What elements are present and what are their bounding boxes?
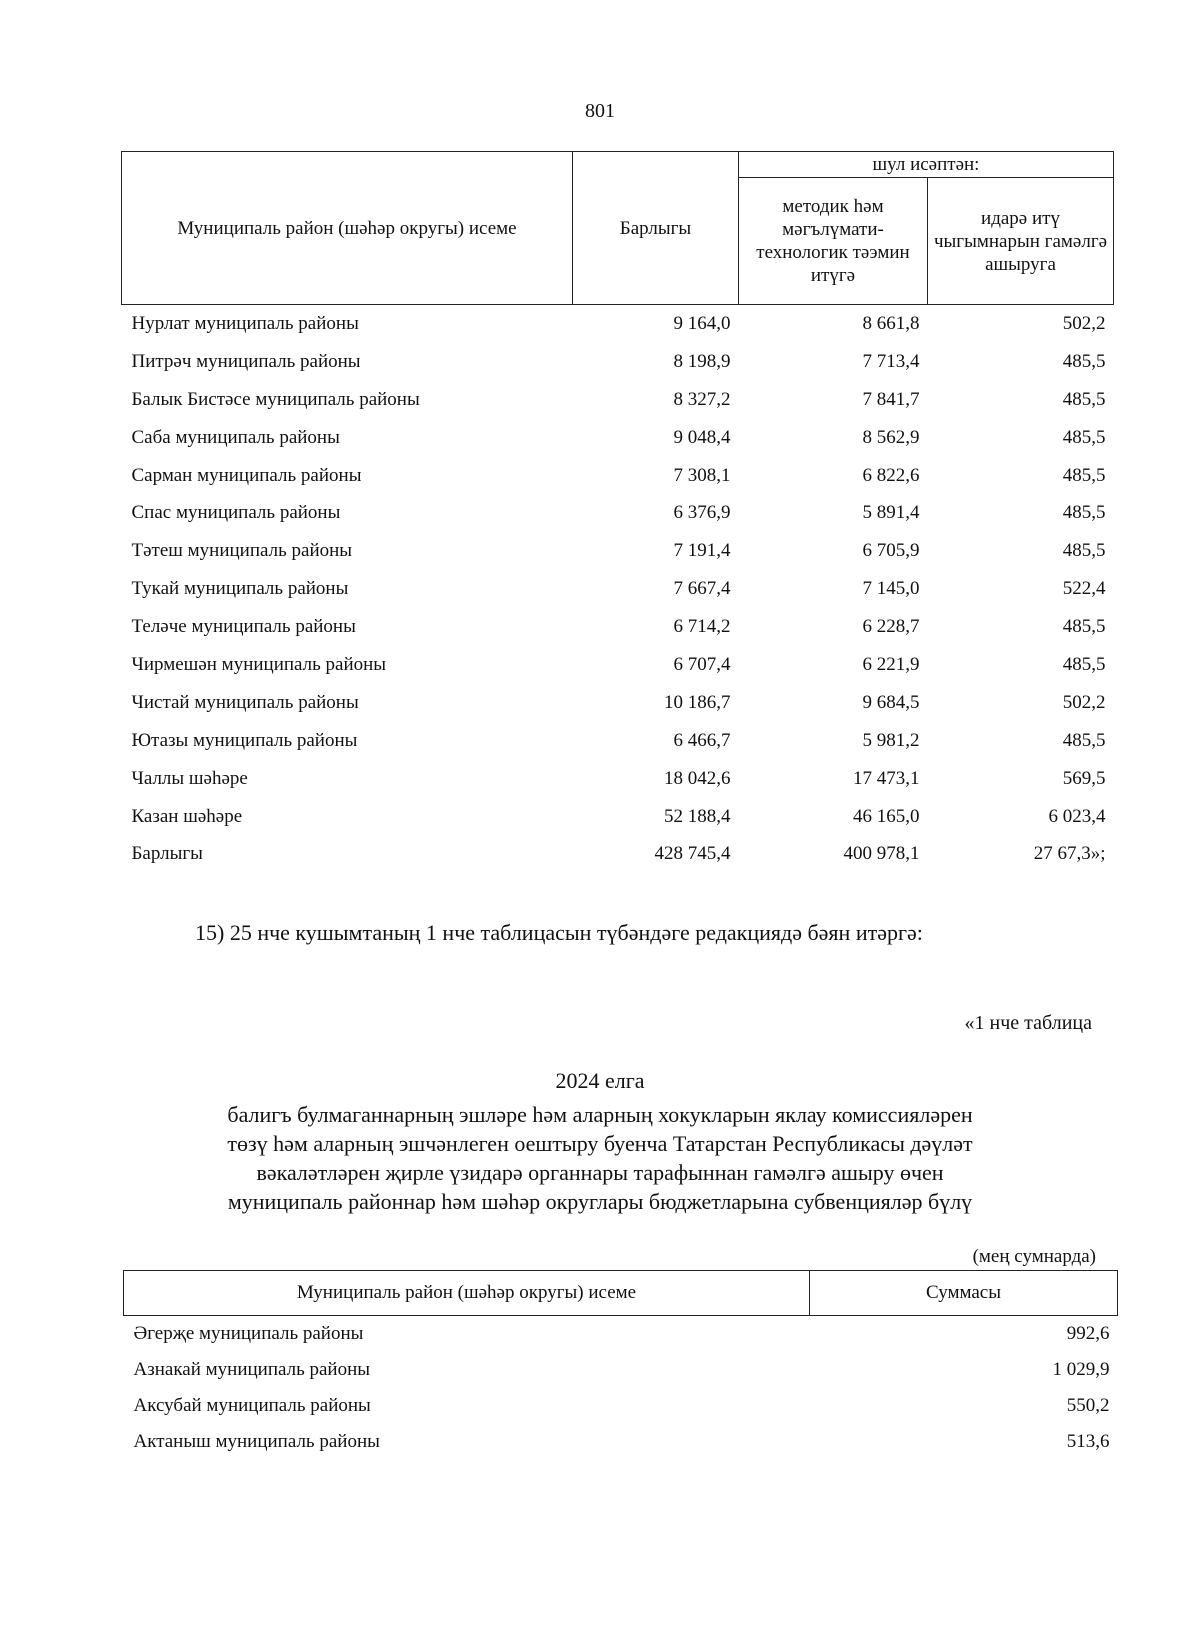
row-method: 6 705,9: [862, 540, 920, 562]
row-amount: 513,6: [1066, 1431, 1110, 1452]
row-amount: 550,2: [1066, 1395, 1110, 1416]
row-name: Саба муниципаль районы: [131, 426, 340, 448]
units-label: (мең сумнарда): [972, 1246, 1096, 1267]
row-admin: 522,4: [1062, 578, 1106, 600]
header-method: методик һәм мәгълүмати-технологик тәэмин итүгә: [739, 178, 928, 305]
title-line: төзү һәм аларның эшчәнлеген оештыру буенча Татарстан Республикасы дәүләт: [227, 1131, 973, 1156]
row-admin: 27 67,3»;: [1033, 843, 1106, 865]
row-admin: 485,5: [1062, 388, 1106, 410]
row-name: Актаныш муниципаль районы: [133, 1431, 380, 1452]
title-line: балигъ булмаганнарның эшләре һәм аларның хокукларын яклау комиссияләрен: [227, 1102, 973, 1127]
table-row: [122, 494, 1114, 532]
row-admin: 485,5: [1062, 653, 1106, 675]
table-row: [122, 419, 1114, 457]
row-name: Теләче муниципаль районы: [131, 616, 356, 638]
row-admin: 485,5: [1062, 502, 1106, 524]
row-total: 7 667,4: [673, 578, 731, 600]
row-total: 6 714,2: [673, 616, 731, 638]
row-total: 18 042,6: [664, 767, 731, 789]
row-name: Тукай муниципаль районы: [131, 578, 349, 600]
row-name: Балык Бистәсе муниципаль районы: [131, 388, 420, 410]
row-method: 8 562,9: [862, 426, 920, 448]
table-row: [122, 684, 1114, 722]
row-amount: 992,6: [1066, 1323, 1110, 1344]
row-method: 6 221,9: [862, 653, 920, 675]
table-row: [122, 646, 1114, 684]
row-total: 428 745,4: [654, 843, 731, 865]
table-row: [122, 722, 1114, 760]
row-admin: 485,5: [1062, 540, 1106, 562]
row-name: Тәтеш муниципаль районы: [131, 540, 353, 562]
row-total: 6 376,9: [673, 502, 731, 524]
row-method: 7 841,7: [862, 388, 920, 410]
row-total: 8 327,2: [673, 388, 731, 410]
header-including: шул исәптән:: [739, 152, 1114, 178]
header-total: Барлыгы: [573, 152, 739, 305]
row-total: 7 191,4: [673, 540, 731, 562]
row-admin: 502,2: [1062, 691, 1106, 713]
row-method: 5 981,2: [862, 729, 920, 751]
table-row: [122, 381, 1114, 419]
row-name: Сарман муниципаль районы: [131, 464, 362, 486]
table-row: [124, 1352, 1118, 1388]
row-method: 7 145,0: [862, 578, 920, 600]
row-name: Азнакай муниципаль районы: [133, 1359, 371, 1380]
table-row: [124, 1316, 1118, 1353]
row-method: 6 822,6: [862, 464, 920, 486]
row-name: Спас муниципаль районы: [131, 502, 341, 524]
amendment-paragraph: 15) 25 нче кушымтаның 1 нче таблицасын түбәндәге редакциядә бәян итәргә:: [195, 920, 923, 945]
row-total: 8 198,9: [673, 350, 731, 372]
table-row: [124, 1388, 1118, 1424]
title-line: муниципаль районнар һәм шәһәр округлары бюджетларына субвенцияләр бүлү: [227, 1189, 973, 1214]
row-total: 6 466,7: [673, 729, 731, 751]
row-amount: 1 029,9: [1052, 1359, 1110, 1380]
row-name: Нурлат муниципаль районы: [131, 312, 359, 334]
row-total: 7 308,1: [673, 464, 731, 486]
row-method: 7 713,4: [862, 350, 920, 372]
row-name: Әгерҗе муниципаль районы: [133, 1323, 364, 1344]
row-name: Чирмешән муниципаль районы: [131, 653, 387, 675]
row-method: 400 978,1: [843, 843, 920, 865]
row-name: Чаллы шәһәре: [131, 767, 248, 789]
table-row: [122, 798, 1114, 836]
row-admin: 485,5: [1062, 464, 1106, 486]
header-amount: Суммасы: [810, 1271, 1118, 1316]
row-method: 8 661,8: [862, 312, 920, 334]
row-name: Чистай муниципаль районы: [131, 691, 359, 713]
row-name: Казан шәһәре: [131, 805, 243, 827]
row-admin: 6 023,4: [1048, 805, 1106, 827]
title-line: вәкаләтләрен җирле үзидарә органнары тарафыннан гамәлгә ашыру өчен: [256, 1160, 944, 1185]
row-total: 10 186,7: [664, 691, 731, 713]
table-row: [122, 532, 1114, 570]
row-name: Ютазы муниципаль районы: [131, 729, 358, 751]
table-row: [122, 570, 1114, 608]
row-admin: 569,5: [1062, 767, 1106, 789]
header-admin: идарә итү чыгымнарын гамәлгә ашыруга: [928, 178, 1114, 305]
row-method: 6 228,7: [862, 616, 920, 638]
row-admin: 485,5: [1062, 616, 1106, 638]
row-name: Аксубай муниципаль районы: [133, 1395, 371, 1416]
row-method: 46 165,0: [853, 805, 920, 827]
table-row: [122, 457, 1114, 495]
row-total: 9 164,0: [673, 312, 731, 334]
row-admin: 485,5: [1062, 350, 1106, 372]
row-admin: 485,5: [1062, 426, 1106, 448]
subvention-table: [123, 1270, 1118, 1460]
header-name: Муниципаль район (шәһәр округы) исеме: [124, 1271, 810, 1316]
table-row: [122, 608, 1114, 646]
table-row: [124, 1424, 1118, 1460]
table-row: [122, 305, 1114, 343]
table-row: [122, 343, 1114, 381]
row-method: 9 684,5: [862, 691, 920, 713]
page-number: 801: [585, 100, 615, 122]
row-name: Барлыгы: [131, 843, 203, 865]
row-admin: 485,5: [1062, 729, 1106, 751]
subsidy-table-continued: [121, 151, 1114, 873]
header-name: Муниципаль район (шәһәр округы) исеме: [122, 152, 573, 305]
row-method: 5 891,4: [862, 502, 920, 524]
table-title: [100, 1100, 1100, 1216]
row-name: Питрәч муниципаль районы: [131, 350, 361, 372]
row-method: 17 473,1: [853, 767, 920, 789]
row-total: 52 188,4: [664, 805, 731, 827]
table-row: [122, 760, 1114, 798]
table-reference: «1 нче таблица: [964, 1012, 1092, 1034]
row-total: 9 048,4: [673, 426, 731, 448]
row-total: 6 707,4: [673, 653, 731, 675]
table-row: [122, 835, 1114, 873]
title-year: 2024 елга: [555, 1068, 645, 1093]
row-admin: 502,2: [1062, 312, 1106, 334]
